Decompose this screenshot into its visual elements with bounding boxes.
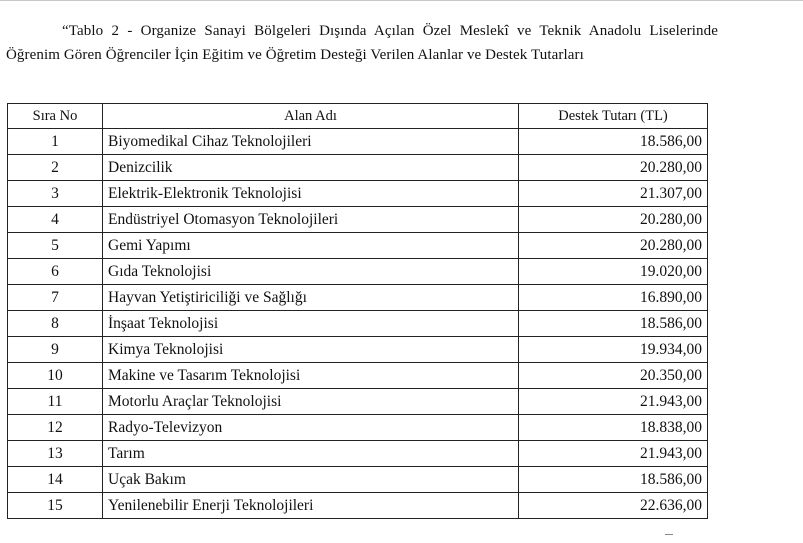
table-row — [8, 285, 708, 311]
row-number: 13 — [8, 441, 103, 467]
support-amount: 21.307,00 — [519, 181, 708, 207]
table-row — [8, 493, 708, 519]
page-top-edge — [0, 0, 803, 1]
field-name: Biyomedikal Cihaz Teknolojileri — [103, 129, 519, 155]
table-row — [8, 233, 708, 259]
field-name: Denizcilik — [103, 155, 519, 181]
field-name: İnşaat Teknolojisi — [103, 311, 519, 337]
table-row — [8, 129, 708, 155]
scan-artifact-mark — [665, 534, 673, 535]
field-name: Tarım — [103, 441, 519, 467]
support-amount: 20.280,00 — [519, 155, 708, 181]
row-number: 4 — [8, 207, 103, 233]
table-row — [8, 259, 708, 285]
field-name: Kimya Teknolojisi — [103, 337, 519, 363]
field-name: Endüstriyel Otomasyon Teknolojileri — [103, 207, 519, 233]
header-sira-no: Sıra No — [8, 104, 103, 129]
table-row — [8, 467, 708, 493]
row-number: 8 — [8, 311, 103, 337]
row-number: 12 — [8, 415, 103, 441]
table-caption-text: “Tablo 2 - Organize Sanayi Bölgeleri Dışında Açılan Özel Meslekî ve Teknik Anadolu Liselerinde Öğrenim Gören Öğrenciler İçin Eğitim ve Öğretim Desteği Verilen Alanlar ve Destek Tutarları — [6, 23, 718, 63]
table-row — [8, 363, 708, 389]
row-number: 9 — [8, 337, 103, 363]
table-row — [8, 207, 708, 233]
support-amount: 20.280,00 — [519, 207, 708, 233]
support-amount: 22.636,00 — [519, 493, 708, 519]
table-row — [8, 155, 708, 181]
support-amount: 19.934,00 — [519, 337, 708, 363]
row-number: 10 — [8, 363, 103, 389]
table-row — [8, 389, 708, 415]
table-row — [8, 415, 708, 441]
table-header-row — [8, 104, 708, 129]
table-body — [8, 129, 708, 519]
row-number: 2 — [8, 155, 103, 181]
table-row — [8, 337, 708, 363]
table-row — [8, 311, 708, 337]
row-number: 15 — [8, 493, 103, 519]
field-name: Motorlu Araçlar Teknolojisi — [103, 389, 519, 415]
row-number: 14 — [8, 467, 103, 493]
support-amounts-table — [7, 103, 708, 519]
support-amount: 20.350,00 — [519, 363, 708, 389]
field-name: Uçak Bakım — [103, 467, 519, 493]
support-amount: 21.943,00 — [519, 389, 708, 415]
field-name: Gıda Teknolojisi — [103, 259, 519, 285]
support-amount: 18.586,00 — [519, 467, 708, 493]
row-number: 1 — [8, 129, 103, 155]
support-amount: 21.943,00 — [519, 441, 708, 467]
row-number: 3 — [8, 181, 103, 207]
support-amount: 18.838,00 — [519, 415, 708, 441]
row-number: 5 — [8, 233, 103, 259]
row-number: 7 — [8, 285, 103, 311]
field-name: Yenilenebilir Enerji Teknolojileri — [103, 493, 519, 519]
header-destek-tutari: Destek Tutarı (TL) — [519, 104, 708, 129]
support-amount: 20.280,00 — [519, 233, 708, 259]
field-name: Radyo-Televizyon — [103, 415, 519, 441]
field-name: Hayvan Yetiştiriciliği ve Sağlığı — [103, 285, 519, 311]
support-amount: 18.586,00 — [519, 129, 708, 155]
header-alan-adi: Alan Adı — [103, 104, 519, 129]
support-amount: 16.890,00 — [519, 285, 708, 311]
field-name: Elektrik-Elektronik Teknolojisi — [103, 181, 519, 207]
table-row — [8, 441, 708, 467]
table-row — [8, 181, 708, 207]
field-name: Makine ve Tasarım Teknolojisi — [103, 363, 519, 389]
field-name: Gemi Yapımı — [103, 233, 519, 259]
support-amount: 18.586,00 — [519, 311, 708, 337]
table-caption — [6, 19, 718, 67]
row-number: 6 — [8, 259, 103, 285]
support-amount: 19.020,00 — [519, 259, 708, 285]
row-number: 11 — [8, 389, 103, 415]
